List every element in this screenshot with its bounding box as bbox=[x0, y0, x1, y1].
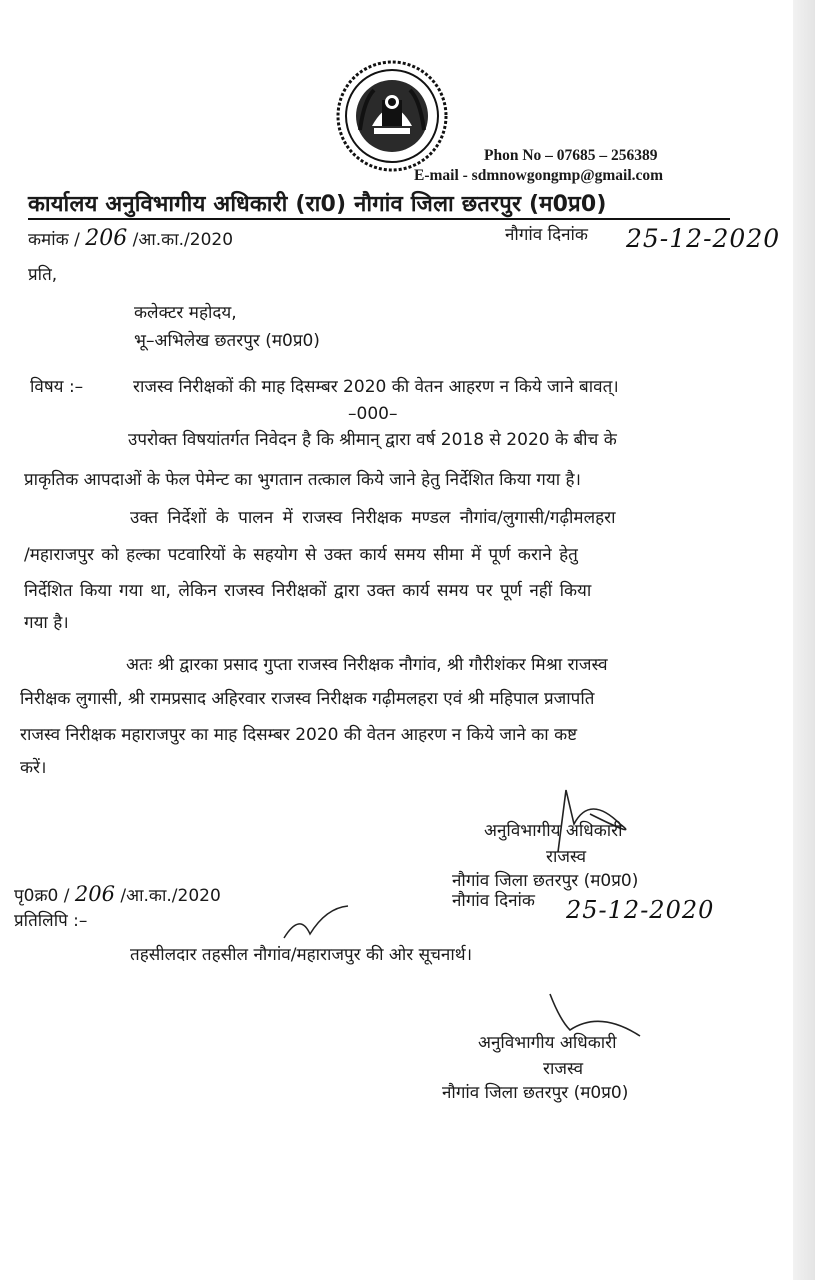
signature2-dept: राजस्व bbox=[543, 1059, 584, 1079]
endorsement-suffix: आ.का. bbox=[126, 886, 172, 906]
subject-text: राजस्व निरीक्षकों की माह दिसम्बर 2020 की वेतन आहरण न किये जाने बावत्। bbox=[133, 377, 619, 397]
body-line: प्राकृतिक आपदाओं के फेल पेमेन्ट का भुगतान तत्काल किये जाने हेतु निर्देशित किया गया है। bbox=[24, 470, 581, 490]
signature2-place: नौगांव जिला छतरपुर (म0प्र0) bbox=[442, 1083, 629, 1103]
subject-label: विषय :– bbox=[30, 377, 84, 397]
body-line: निरीक्षक लुगासी, श्री रामप्रसाद अहिरवार राजस्व निरीक्षक गढ़ीमलहरा एवं श्री महिपाल प्रजापति bbox=[20, 689, 595, 709]
subject-separator: –000– bbox=[348, 404, 398, 424]
ref-year: 2020 bbox=[189, 230, 234, 250]
title-underline bbox=[28, 218, 730, 220]
signature2-designation: अनुविभागीय अधिकारी bbox=[478, 1033, 617, 1053]
signature1-place: नौगांव जिला छतरपुर (म0प्र0) bbox=[452, 871, 639, 891]
email-address: E-mail - sdmnowgongmp@gmail.com bbox=[414, 167, 664, 184]
office-title: कार्यालय अनुविभागीय अधिकारी (रा0) नौगांव जिला छतरपुर (म0प्र0) bbox=[28, 192, 607, 217]
body-line: गया है। bbox=[24, 613, 69, 633]
signature1-designation: अनुविभागीय अधिकारी bbox=[484, 821, 623, 841]
body-line: उक्त निर्देशों के पालन में राजस्व निरीक्षक मण्डल नौगांव/लुगासी/गढ़ीमलहरा bbox=[130, 508, 616, 528]
body-line: उपरोक्त विषयांतर्गत निवेदन है कि श्रीमान् द्वारा वर्ष 2018 से 2020 के बीच के bbox=[128, 430, 617, 450]
copy-text: तहसीलदार तहसील नौगांव/महाराजपुर की ओर सूचनार्थ। bbox=[130, 945, 473, 965]
ref-suffix: आ.का. bbox=[138, 230, 185, 250]
ref-label: कमांक bbox=[28, 230, 69, 250]
reference-line: कमांक / 206 /आ.का./2020 bbox=[28, 226, 234, 251]
body-line: अतः श्री द्वारका प्रसाद गुप्ता राजस्व निरीक्षक नौगांव, श्री गौरीशंकर मिश्रा राजस्व bbox=[126, 655, 608, 675]
signature1-dept: राजस्व bbox=[546, 847, 587, 867]
body-line: राजस्व निरीक्षक महाराजपुर का माह दिसम्बर 2020 की वेतन आहरण न किये जाने का कष्ट bbox=[20, 725, 578, 745]
copy-label: प्रतिलिपि :– bbox=[14, 911, 88, 931]
phone-number: Phon No – 07685 – 256389 bbox=[484, 147, 658, 164]
body-line: निर्देशित किया गया था, लेकिन राजस्व निरीक्षकों द्वारा उक्त कार्य समय पर पूर्ण नहीं किया bbox=[24, 581, 592, 601]
endorsement-ref-line: पृ0क्र0 / 206 /आ.का./2020 bbox=[14, 882, 221, 906]
body-line: करें। bbox=[20, 758, 47, 778]
endorsement-place-date-label: नौगांव दिनांक bbox=[452, 891, 535, 911]
prati-label: प्रति, bbox=[28, 265, 58, 285]
endorsement-label: पृ0क्र0 bbox=[14, 886, 59, 906]
addressee-line1: कलेक्टर महोदय, bbox=[134, 303, 237, 323]
body-line: /महाराजपुर को हल्का पटवारियों के सहयोग से उक्त कार्य समय सीमा में पूर्ण कराने हेतु bbox=[24, 545, 578, 565]
government-emblem-seal bbox=[336, 60, 448, 172]
page-edge-shadow bbox=[793, 0, 815, 1280]
addressee-line2: भू–अभिलेख छतरपुर (म0प्र0) bbox=[134, 331, 320, 351]
endorsement-year: 2020 bbox=[177, 886, 221, 906]
endorsement-date-handwritten: 25-12-2020 bbox=[566, 896, 715, 924]
date-handwritten: 25-12-2020 bbox=[626, 224, 781, 253]
place-date-label: नौगांव दिनांक bbox=[505, 225, 588, 245]
ref-number-handwritten: 206 bbox=[85, 226, 128, 251]
endorsement-number-handwritten: 206 bbox=[74, 882, 115, 906]
